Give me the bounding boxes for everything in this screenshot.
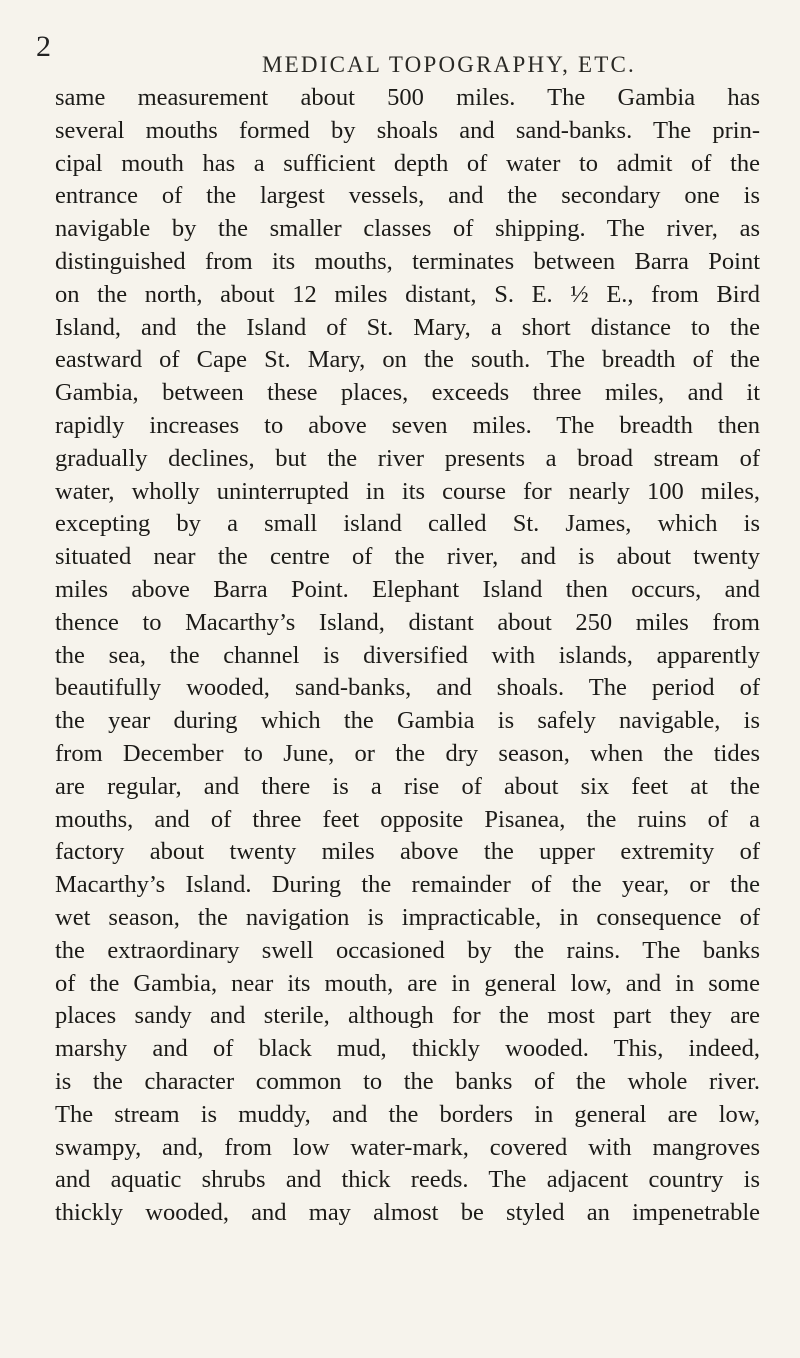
text-line: is the character common to the banks of the whole river. (55, 1067, 760, 1095)
text-line: factory about twenty miles above the upper extremity of (55, 838, 760, 866)
text-line: gradually declines, but the river presents a broad stream of (55, 444, 760, 472)
text-line: swampy, and, from low water-mark, covered with mangroves (55, 1133, 760, 1161)
text-line: thence to Macarthy’s Island, distant about 250 miles from (55, 608, 760, 636)
text-line: cipal mouth has a sufficient depth of water to admit of the (55, 149, 760, 177)
text-line: and aquatic shrubs and thick reeds. The adjacent country is (55, 1166, 760, 1194)
text-line: several mouths formed by shoals and sand-banks. The prin- (55, 116, 760, 144)
text-line: on the north, about 12 miles distant, S. E. ½ E., from Bird (55, 280, 760, 308)
text-line: mouths, and of three feet opposite Pisanea, the ruins of a (55, 805, 760, 833)
text-line: thickly wooded, and may almost be styled an impenetrable (55, 1199, 760, 1227)
text-line: Island, and the Island of St. Mary, a short distance to the (55, 313, 760, 341)
text-line: the extraordinary swell occasioned by the rains. The banks (55, 936, 760, 964)
text-line: the sea, the channel is diversified with islands, apparently (55, 641, 760, 669)
text-line: Macarthy’s Island. During the remainder of the year, or the (55, 871, 760, 899)
text-line: distinguished from its mouths, terminates between Barra Point (55, 247, 760, 275)
text-line: The stream is muddy, and the borders in general are low, (55, 1100, 760, 1128)
text-line: are regular, and there is a rise of about six feet at the (55, 772, 760, 800)
text-line: same measurement about 500 miles. The Gambia has (55, 84, 760, 111)
text-line: navigable by the smaller classes of shipping. The river, as (55, 215, 760, 243)
text-line: places sandy and sterile, although for the most part they are (55, 1002, 760, 1030)
text-line: beautifully wooded, sand-banks, and shoals. The period of (55, 674, 760, 702)
text-line: entrance of the largest vessels, and the secondary one is (55, 182, 760, 210)
page-number: 2 (36, 30, 52, 63)
text-line: marshy and of black mud, thickly wooded. This, indeed, (55, 1035, 760, 1063)
text-line: from December to June, or the dry season, when the tides (55, 739, 760, 767)
text-line: the year during which the Gambia is safely navigable, is (55, 707, 760, 735)
text-line: excepting by a small island called St. James, which is (55, 510, 760, 538)
text-line: water, wholly uninterrupted in its course for nearly 100 miles, (55, 477, 760, 505)
text-line: situated near the centre of the river, and is about twenty (55, 543, 760, 571)
page-header (0, 30, 800, 82)
text-line: eastward of Cape St. Mary, on the south. The breadth of the (55, 346, 760, 374)
running-head: MEDICAL TOPOGRAPHY, ETC. (262, 52, 636, 77)
text-line: wet season, the navigation is impracticable, in consequence of (55, 903, 760, 931)
body-text (55, 82, 760, 1230)
text-line: miles above Barra Point. Elephant Island then occurs, and (55, 575, 760, 603)
text-line: Gambia, between these places, exceeds three miles, and it (55, 379, 760, 407)
text-line: rapidly increases to above seven miles. The breadth then (55, 411, 760, 439)
text-line: of the Gambia, near its mouth, are in general low, and in some (55, 969, 760, 997)
